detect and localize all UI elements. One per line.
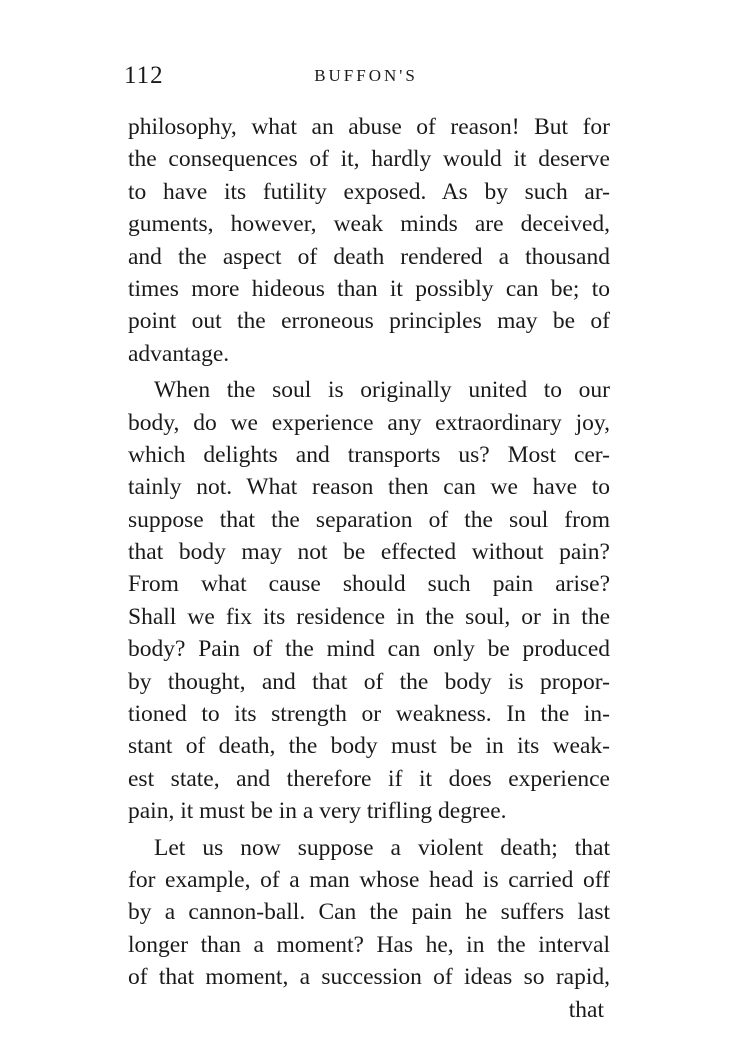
text-line: guments, however, weak minds are deceived, [128, 211, 610, 238]
text-line: which delights and transports us? Most cer- [128, 441, 610, 468]
text-line: longer than a moment? Has he, in the interval [128, 931, 610, 958]
body-text [128, 111, 610, 1026]
text-line: From what cause should such pain arise? [128, 571, 610, 598]
text-line: tioned to its strength or weakness. In the in- [128, 701, 610, 728]
page-number: 112 [124, 62, 164, 89]
text-line: by a cannon-ball. Can the pain he suffers last [128, 899, 610, 926]
text-line: tainly not. What reason then can we have to [128, 474, 610, 501]
paragraph-3 [128, 832, 610, 994]
text-line: body? Pain of the mind can only be produced [128, 636, 610, 663]
text-line: Let us now suppose a violent death; that [154, 834, 610, 861]
text-line: suppose that the separation of the soul from [128, 506, 610, 533]
catchword: that [568, 996, 604, 1023]
running-title: BUFFON'S [314, 66, 418, 85]
text-line: body, do we experience any extraordinary joy, [128, 409, 610, 436]
paragraph-2 [128, 374, 610, 827]
text-line: advantage. [128, 340, 230, 367]
text-line: est state, and therefore if it does experience [128, 765, 610, 792]
text-line: for example, of a man whose head is carried off [128, 866, 610, 893]
text-line: times more hideous than it possibly can be; to [128, 275, 610, 302]
text-line: that body may not be effected without pain? [128, 539, 610, 566]
text-line: and the aspect of death rendered a thousand [128, 243, 610, 270]
text-line: stant of death, the body must be in its weak- [128, 733, 610, 760]
text-line: the consequences of it, hardly would it deserve [128, 146, 610, 173]
text-line: pain, it must be in a very trifling degree. [128, 798, 507, 825]
page-header [124, 62, 608, 102]
text-line: When the soul is originally united to our [154, 377, 610, 404]
text-line: of that moment, a succession of ideas so rapid, [128, 964, 610, 991]
text-line: point out the erroneous principles may be of [128, 308, 610, 335]
text-line: Shall we fix its residence in the soul, or in the [128, 603, 610, 630]
paragraph-1 [128, 111, 610, 370]
text-line: by thought, and that of the body is propor- [128, 668, 610, 695]
text-line: to have its futility exposed. As by such ar- [128, 178, 610, 205]
text-line: philosophy, what an abuse of reason! But for [128, 114, 610, 140]
